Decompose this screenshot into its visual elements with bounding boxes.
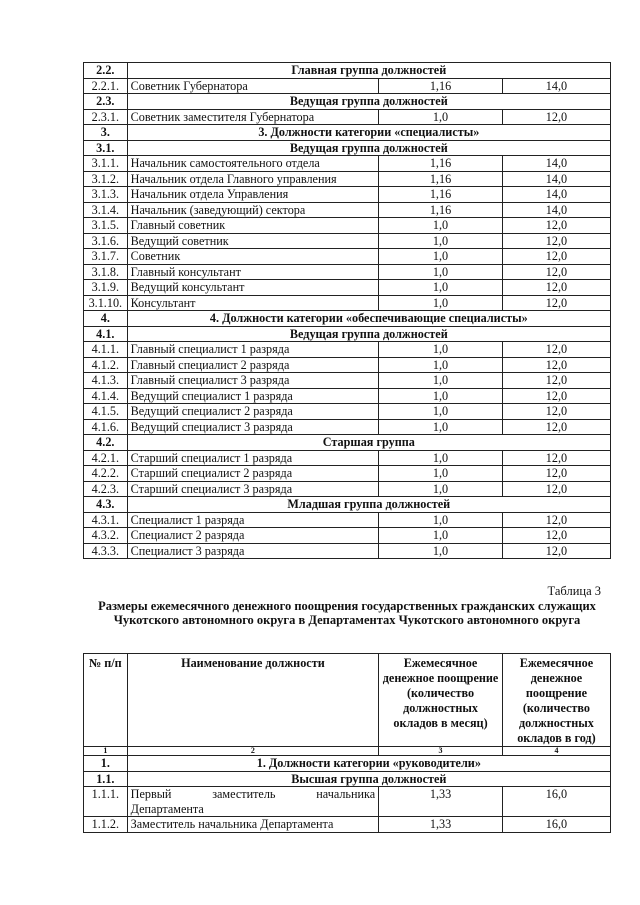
monthly-value: 1,33 bbox=[379, 817, 503, 833]
table-caption: Таблица 3 bbox=[547, 584, 601, 598]
monthly-value: 1,33 bbox=[379, 787, 503, 817]
yearly-value: 12,0 bbox=[502, 264, 610, 280]
index-cell: 2 bbox=[127, 747, 379, 756]
monthly-value: 1,0 bbox=[379, 109, 503, 125]
monthly-value: 1,0 bbox=[379, 466, 503, 482]
position-name: Главный специалист 2 разряда bbox=[127, 357, 379, 373]
header-number: № п/п bbox=[84, 654, 128, 747]
group-title: Старшая группа bbox=[127, 435, 610, 451]
position-name: Ведущий специалист 1 разряда bbox=[127, 388, 379, 404]
group-row bbox=[84, 94, 611, 110]
yearly-value: 14,0 bbox=[502, 187, 610, 203]
yearly-value: 12,0 bbox=[502, 528, 610, 544]
row-number: 3.1.2. bbox=[84, 171, 128, 187]
row-number: 1.1.1. bbox=[84, 787, 128, 817]
group-row bbox=[84, 311, 611, 327]
row-number: 2.3. bbox=[84, 94, 128, 110]
table-row bbox=[84, 202, 611, 218]
yearly-value: 12,0 bbox=[502, 218, 610, 234]
table-row bbox=[84, 342, 611, 358]
table-row bbox=[84, 466, 611, 482]
row-number: 3.1.9. bbox=[84, 280, 128, 296]
monthly-value: 1,0 bbox=[379, 373, 503, 389]
position-name: Начальник (заведующий) сектора bbox=[127, 202, 379, 218]
monthly-value: 1,0 bbox=[379, 528, 503, 544]
index-row bbox=[84, 747, 611, 756]
monthly-value: 1,16 bbox=[379, 171, 503, 187]
row-number: 4.1.3. bbox=[84, 373, 128, 389]
position-name: Специалист 2 разряда bbox=[127, 528, 379, 544]
position-name: Начальник отдела Главного управления bbox=[127, 171, 379, 187]
monthly-value: 1,16 bbox=[379, 187, 503, 203]
yearly-value: 12,0 bbox=[502, 233, 610, 249]
yearly-value: 14,0 bbox=[502, 78, 610, 94]
yearly-value: 16,0 bbox=[502, 787, 610, 817]
row-number: 4.1.1. bbox=[84, 342, 128, 358]
row-number: 2.3.1. bbox=[84, 109, 128, 125]
header-position-name: Наименование должности bbox=[127, 654, 379, 747]
position-name: Начальник отдела Управления bbox=[127, 187, 379, 203]
row-number: 3.1.3. bbox=[84, 187, 128, 203]
row-number: 3.1. bbox=[84, 140, 128, 156]
index-cell: 1 bbox=[84, 747, 128, 756]
yearly-value: 12,0 bbox=[502, 249, 610, 265]
table-row bbox=[84, 528, 611, 544]
table-row bbox=[84, 264, 611, 280]
monthly-value: 1,0 bbox=[379, 295, 503, 311]
row-number: 2.2. bbox=[84, 63, 128, 79]
yearly-value: 14,0 bbox=[502, 171, 610, 187]
table-title: Размеры ежемесячного денежного поощрения государственных гражданских служащих Чукотского автономного округа в Департаментах Чукотского автономного округа bbox=[98, 599, 596, 627]
group-title: Младшая группа должностей bbox=[127, 497, 610, 513]
header-yearly-bonus: Ежемесячное денежное поощрение (количество должностных окладов в год) bbox=[502, 654, 610, 747]
row-number: 3.1.10. bbox=[84, 295, 128, 311]
table-row bbox=[84, 481, 611, 497]
row-number: 3.1.7. bbox=[84, 249, 128, 265]
position-name: Ведущий специалист 3 разряда bbox=[127, 419, 379, 435]
row-number: 4.2. bbox=[84, 435, 128, 451]
yearly-value: 12,0 bbox=[502, 388, 610, 404]
index-cell: 4 bbox=[502, 747, 610, 756]
position-name: Советник bbox=[127, 249, 379, 265]
position-name: Начальник самостоятельного отдела bbox=[127, 156, 379, 172]
position-name: Заместитель начальника Департамента bbox=[127, 817, 379, 833]
table-row bbox=[84, 78, 611, 94]
position-name: Ведущий советник bbox=[127, 233, 379, 249]
group-row bbox=[84, 497, 611, 513]
yearly-value: 12,0 bbox=[502, 357, 610, 373]
position-name: Главный советник bbox=[127, 218, 379, 234]
group-title: Высшая группа должностей bbox=[127, 771, 610, 787]
group-title: Ведущая группа должностей bbox=[127, 94, 610, 110]
group-row bbox=[84, 326, 611, 342]
monthly-value: 1,0 bbox=[379, 218, 503, 234]
table-row bbox=[84, 249, 611, 265]
position-name: Первый заместитель начальника Департамента bbox=[127, 787, 379, 817]
row-number: 3.1.5. bbox=[84, 218, 128, 234]
group-row bbox=[84, 771, 611, 787]
monthly-value: 1,0 bbox=[379, 357, 503, 373]
table-row bbox=[84, 388, 611, 404]
table-row bbox=[84, 280, 611, 296]
monthly-value: 1,0 bbox=[379, 419, 503, 435]
table-row bbox=[84, 512, 611, 528]
table-row bbox=[84, 295, 611, 311]
position-name: Советник Губернатора bbox=[127, 78, 379, 94]
group-title: 3. Должности категории «специалисты» bbox=[127, 125, 610, 141]
monthly-value: 1,0 bbox=[379, 280, 503, 296]
monthly-value: 1,0 bbox=[379, 233, 503, 249]
group-title: Ведущая группа должностей bbox=[127, 326, 610, 342]
row-number: 1.1. bbox=[84, 771, 128, 787]
table-row bbox=[84, 817, 611, 833]
group-row bbox=[84, 125, 611, 141]
table-row bbox=[84, 787, 611, 817]
yearly-value: 12,0 bbox=[502, 295, 610, 311]
position-name: Ведущий консультант bbox=[127, 280, 379, 296]
row-number: 4.1.6. bbox=[84, 419, 128, 435]
bonus-table bbox=[83, 653, 611, 833]
table-row bbox=[84, 109, 611, 125]
table-row bbox=[84, 357, 611, 373]
table-row bbox=[84, 156, 611, 172]
table-row bbox=[84, 171, 611, 187]
position-name: Главный специалист 3 разряда bbox=[127, 373, 379, 389]
row-number: 4.2.3. bbox=[84, 481, 128, 497]
table-body bbox=[84, 63, 611, 559]
yearly-value: 12,0 bbox=[502, 373, 610, 389]
monthly-value: 1,0 bbox=[379, 404, 503, 420]
monthly-value: 1,0 bbox=[379, 481, 503, 497]
row-number: 4.3.2. bbox=[84, 528, 128, 544]
row-number: 4.3.1. bbox=[84, 512, 128, 528]
table-row bbox=[84, 373, 611, 389]
header-monthly-bonus: Ежемесячное денежное поощрение (количество должностных окладов в месяц) bbox=[379, 654, 503, 747]
monthly-value: 1,0 bbox=[379, 249, 503, 265]
row-number: 1. bbox=[84, 756, 128, 772]
position-name: Ведущий специалист 2 разряда bbox=[127, 404, 379, 420]
row-number: 4.2.1. bbox=[84, 450, 128, 466]
group-row bbox=[84, 435, 611, 451]
yearly-value: 14,0 bbox=[502, 156, 610, 172]
monthly-value: 1,0 bbox=[379, 450, 503, 466]
row-number: 4.3. bbox=[84, 497, 128, 513]
yearly-value: 12,0 bbox=[502, 450, 610, 466]
table-row bbox=[84, 187, 611, 203]
header-row bbox=[84, 654, 611, 747]
salary-table-continued bbox=[83, 62, 611, 559]
row-number: 3.1.4. bbox=[84, 202, 128, 218]
table-row bbox=[84, 233, 611, 249]
monthly-value: 1,0 bbox=[379, 388, 503, 404]
row-number: 4.1. bbox=[84, 326, 128, 342]
yearly-value: 12,0 bbox=[502, 109, 610, 125]
group-row bbox=[84, 756, 611, 772]
monthly-value: 1,16 bbox=[379, 202, 503, 218]
index-cell: 3 bbox=[379, 747, 503, 756]
row-number: 4.1.5. bbox=[84, 404, 128, 420]
monthly-value: 1,16 bbox=[379, 78, 503, 94]
group-title: Ведущая группа должностей bbox=[127, 140, 610, 156]
group-row bbox=[84, 63, 611, 79]
yearly-value: 12,0 bbox=[502, 543, 610, 559]
position-name: Старший специалист 3 разряда bbox=[127, 481, 379, 497]
position-name: Главный консультант bbox=[127, 264, 379, 280]
yearly-value: 12,0 bbox=[502, 280, 610, 296]
row-number: 2.2.1. bbox=[84, 78, 128, 94]
monthly-value: 1,0 bbox=[379, 342, 503, 358]
row-number: 1.1.2. bbox=[84, 817, 128, 833]
position-name: Старший специалист 1 разряда bbox=[127, 450, 379, 466]
table-body bbox=[84, 756, 611, 833]
group-title: Главная группа должностей bbox=[127, 63, 610, 79]
position-name: Советник заместителя Губернатора bbox=[127, 109, 379, 125]
monthly-value: 1,0 bbox=[379, 543, 503, 559]
table-row bbox=[84, 218, 611, 234]
position-name: Главный специалист 1 разряда bbox=[127, 342, 379, 358]
table-row bbox=[84, 450, 611, 466]
position-name: Специалист 3 разряда bbox=[127, 543, 379, 559]
yearly-value: 12,0 bbox=[502, 512, 610, 528]
monthly-value: 1,0 bbox=[379, 512, 503, 528]
table-row bbox=[84, 404, 611, 420]
row-number: 4. bbox=[84, 311, 128, 327]
group-row bbox=[84, 140, 611, 156]
row-number: 4.2.2. bbox=[84, 466, 128, 482]
row-number: 4.1.4. bbox=[84, 388, 128, 404]
monthly-value: 1,16 bbox=[379, 156, 503, 172]
group-title: 4. Должности категории «обеспечивающие специалисты» bbox=[127, 311, 610, 327]
position-name: Консультант bbox=[127, 295, 379, 311]
yearly-value: 16,0 bbox=[502, 817, 610, 833]
table-row bbox=[84, 543, 611, 559]
row-number: 4.1.2. bbox=[84, 357, 128, 373]
yearly-value: 12,0 bbox=[502, 466, 610, 482]
table-row bbox=[84, 419, 611, 435]
monthly-value: 1,0 bbox=[379, 264, 503, 280]
position-name: Специалист 1 разряда bbox=[127, 512, 379, 528]
row-number: 3.1.8. bbox=[84, 264, 128, 280]
yearly-value: 12,0 bbox=[502, 419, 610, 435]
position-name: Старший специалист 2 разряда bbox=[127, 466, 379, 482]
group-title: 1. Должности категории «руководители» bbox=[127, 756, 610, 772]
row-number: 3.1.1. bbox=[84, 156, 128, 172]
yearly-value: 12,0 bbox=[502, 342, 610, 358]
yearly-value: 12,0 bbox=[502, 404, 610, 420]
row-number: 4.3.3. bbox=[84, 543, 128, 559]
row-number: 3. bbox=[84, 125, 128, 141]
row-number: 3.1.6. bbox=[84, 233, 128, 249]
yearly-value: 12,0 bbox=[502, 481, 610, 497]
yearly-value: 14,0 bbox=[502, 202, 610, 218]
